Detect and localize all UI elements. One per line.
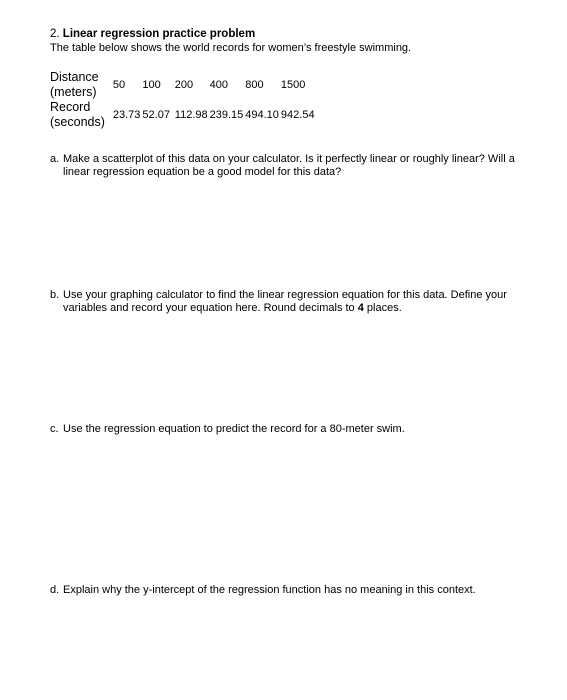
problem-intro: The table below shows the world records for women’s freestyle swimming. [50, 42, 412, 54]
problem-heading [50, 28, 255, 41]
record-cell: 112.98 [174, 109, 208, 121]
question-b-body [63, 289, 540, 315]
question-b-text: Use your graphing calculator to find the linear regression equation for this data. Define your variables and record your equation here. Round decimals to [63, 289, 507, 314]
record-cell: 239.15 [209, 109, 244, 121]
record-cell: 494.10 [245, 109, 279, 121]
question-b [50, 289, 540, 315]
question-a-text: Make a scatterplot of this data on your calculator. Is it perfectly linear or roughly linear? Will a linear regression equation be a good model for this data? [63, 153, 515, 178]
distance-row [50, 70, 319, 100]
record-cell: 23.73 [112, 109, 141, 121]
distance-cell: 1500 [280, 79, 306, 91]
distance-cell: 800 [245, 79, 264, 91]
record-label [50, 100, 113, 130]
question-c-letter: c. [50, 423, 59, 435]
question-d-letter: d. [50, 584, 60, 596]
distance-cell: 50 [112, 79, 126, 91]
question-c [50, 423, 540, 436]
question-a-letter: a. [50, 153, 60, 165]
distance-label-line1: Distance [50, 70, 99, 84]
distance-label-line2: (meters) [50, 85, 97, 99]
record-cell: 52.07 [142, 109, 170, 121]
question-d [50, 584, 540, 597]
question-a [50, 153, 540, 179]
distance-label [50, 70, 113, 100]
question-b-text-end: places. [363, 302, 402, 314]
record-cell: 942.54 [280, 109, 315, 121]
question-d-text: Explain why the y-intercept of the regression function has no meaning in this context. [63, 584, 476, 596]
problem-number: 2. [50, 28, 60, 40]
record-label-line1: Record [50, 100, 91, 114]
record-label-line2: (seconds) [50, 115, 105, 129]
question-b-bold-number: 4 [357, 302, 364, 314]
record-row [50, 100, 319, 130]
distance-cell: 200 [174, 79, 194, 91]
question-b-letter: b. [50, 289, 60, 301]
problem-title: Linear regression practice problem [62, 28, 256, 40]
distance-cell: 400 [209, 79, 228, 91]
records-table [50, 70, 319, 130]
distance-cell: 100 [142, 79, 161, 91]
question-c-text: Use the regression equation to predict the record for a 80-meter swim. [63, 423, 405, 435]
